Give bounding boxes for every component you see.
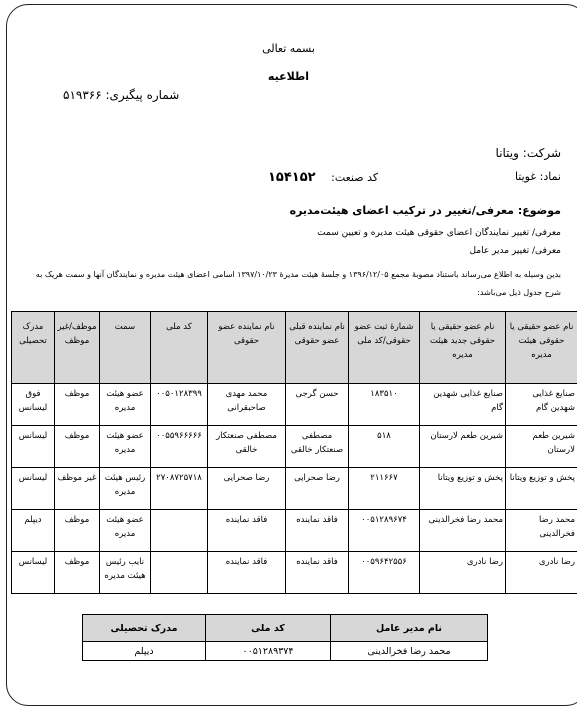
member-name-cell: پخش و توزیع ویتانا xyxy=(506,468,577,510)
previous-representative-cell: مصطفی صنعتکار خالقی xyxy=(286,426,349,468)
bismillah: بسمه تعالی xyxy=(0,42,577,55)
subject-text: معرفی/تغییر در ترکیب اعضای هیئت‌مدیره xyxy=(290,204,514,217)
tracking-number xyxy=(63,88,179,102)
previous-representative-cell: حسن گرجی xyxy=(286,384,349,426)
executive-status-cell: موظف xyxy=(55,552,100,594)
table-row xyxy=(12,384,577,426)
national-id-cell: ۲۷۰۸۷۲۵۷۱۸ xyxy=(151,468,208,510)
member-name-cell: صنایع غذایی شهدین گام xyxy=(506,384,577,426)
education-cell: فوق لیسانس xyxy=(12,384,55,426)
header-representative: نام نماینده عضو حقوقی xyxy=(208,312,286,384)
registration-number-cell: ۵۱۸ xyxy=(349,426,420,468)
registration-number-cell: ۰۰۵۱۲۸۹۶۷۴ xyxy=(349,510,420,552)
header-ceo-education: مدرک تحصیلی xyxy=(83,615,206,642)
header-ceo-name: نام مدیر عامل xyxy=(331,615,488,642)
industry-code-value: ۱۵۴۱۵۲ xyxy=(268,170,316,185)
position-cell: نایب رئیس هیئت مدیره xyxy=(100,552,151,594)
executive-status-cell: موظف xyxy=(55,510,100,552)
ceo-national-id-cell: ۰۰۵۱۲۸۹۳۷۴ xyxy=(206,642,331,661)
table-row xyxy=(83,642,488,661)
table-row xyxy=(12,468,577,510)
industry-code xyxy=(268,170,378,185)
intro-line-1: بدین وسیله به اطلاع می‌رساند باستناد مصوبهٔ مجمع ۱۳۹۶/۱۲/۰۵ و جلسهٔ هیئت مدیرهٔ ۱۳۹۷/۱۰/۲۳ اسامی اعضای هیئت مدیره و نمایندگان آنها و سمت هریک به xyxy=(36,270,561,279)
header-education: مدرک تحصیلی xyxy=(12,312,55,384)
previous-representative-cell: رضا صحرایی xyxy=(286,468,349,510)
header-national-id: کد ملی xyxy=(151,312,208,384)
new-member-name-cell: صنایع غذایی شهدین گام xyxy=(420,384,506,426)
representative-cell: فاقد نماینده xyxy=(208,510,286,552)
new-member-name-cell: رضا نادری xyxy=(420,552,506,594)
header-position: سمت xyxy=(100,312,151,384)
board-table-header-row xyxy=(12,312,577,384)
new-member-name-cell: شیرین طعم لارستان xyxy=(420,426,506,468)
symbol-label: نماد: xyxy=(540,170,561,183)
education-cell: دیپلم xyxy=(12,510,55,552)
previous-representative-cell: فاقد نماینده xyxy=(286,510,349,552)
symbol-value: غویتا xyxy=(515,170,536,183)
representative-cell: محمد مهدی صاحبقرانی xyxy=(208,384,286,426)
header-executive-status: موظف/غیر موظف xyxy=(55,312,100,384)
national-id-cell xyxy=(151,552,208,594)
header-member-name: نام عضو حقیقی یا حقوقی هیئت مدیره xyxy=(506,312,577,384)
header-ceo-national-id: کد ملی xyxy=(206,615,331,642)
page-title: اطلاعیه xyxy=(0,70,577,83)
position-cell: عضو هیئت مدیره xyxy=(100,510,151,552)
position-cell: عضو هیئت مدیره xyxy=(100,384,151,426)
education-cell: لیسانس xyxy=(12,426,55,468)
company-label: شرکت: xyxy=(523,146,561,160)
company-name: ویتانا xyxy=(496,146,519,160)
symbol-line xyxy=(515,170,561,183)
subject-label: موضوع: xyxy=(518,204,561,217)
tracking-value: ۵۱۹۳۶۶ xyxy=(63,88,102,102)
subject-line-1: معرفی/ تغییر نمایندگان اعضای حقوقی هیئت مدیره و تعیین سمت xyxy=(317,228,561,238)
board-table xyxy=(11,311,577,594)
subject-line-2: معرفی/ تغییر مدیر عامل xyxy=(469,246,561,256)
position-cell: عضو هیئت مدیره xyxy=(100,426,151,468)
registration-number-cell: ۱۸۳۵۱۰ xyxy=(349,384,420,426)
education-cell: لیسانس xyxy=(12,552,55,594)
new-member-name-cell: پخش و توزیع ویتانا xyxy=(420,468,506,510)
header-previous-representative: نام نماینده قبلی عضو حقوقی xyxy=(286,312,349,384)
table-row xyxy=(12,510,577,552)
national-id-cell: ۰۰۵۰۱۲۸۳۹۹ xyxy=(151,384,208,426)
representative-cell: رضا صحرایی xyxy=(208,468,286,510)
intro-line-2: شرح جدول ذیل می‌باشد: xyxy=(477,288,561,297)
national-id-cell xyxy=(151,510,208,552)
position-cell: رئیس هیئت مدیره xyxy=(100,468,151,510)
subject-line xyxy=(290,204,561,217)
table-row xyxy=(12,426,577,468)
representative-cell: مصطفی صنعتکار خالقی xyxy=(208,426,286,468)
previous-representative-cell: فاقد نماینده xyxy=(286,552,349,594)
ceo-education-cell: دیپلم xyxy=(83,642,206,661)
executive-status-cell: موظف xyxy=(55,384,100,426)
ceo-table-header-row xyxy=(83,615,488,642)
header-new-member-name: نام عضو حقیقی یا حقوقی جدید هیئت مدیره xyxy=(420,312,506,384)
registration-number-cell: ۰۰۵۹۶۴۲۵۵۶ xyxy=(349,552,420,594)
company-line xyxy=(496,146,561,160)
industry-code-label: کد صنعت: xyxy=(331,171,378,184)
new-member-name-cell: محمد رضا فخرالدینی xyxy=(420,510,506,552)
national-id-cell: ۰۰۵۵۹۶۶۶۶۶ xyxy=(151,426,208,468)
member-name-cell: محمد رضا فخرالدینی xyxy=(506,510,577,552)
tracking-label: شماره پیگیری: xyxy=(106,88,180,102)
education-cell: لیسانس xyxy=(12,468,55,510)
header-registration-number: شمارهٔ ثبت عضو حقوقی/کد ملی xyxy=(349,312,420,384)
ceo-name-cell: محمد رضا فخرالدینی xyxy=(331,642,488,661)
representative-cell: فاقد نماینده xyxy=(208,552,286,594)
executive-status-cell: غیر موظف xyxy=(55,468,100,510)
registration-number-cell: ۲۱۱۶۶۷ xyxy=(349,468,420,510)
ceo-table xyxy=(82,614,488,661)
executive-status-cell: موظف xyxy=(55,426,100,468)
table-row xyxy=(12,552,577,594)
member-name-cell: شیرین طعم لارستان xyxy=(506,426,577,468)
member-name-cell: رضا نادری xyxy=(506,552,577,594)
